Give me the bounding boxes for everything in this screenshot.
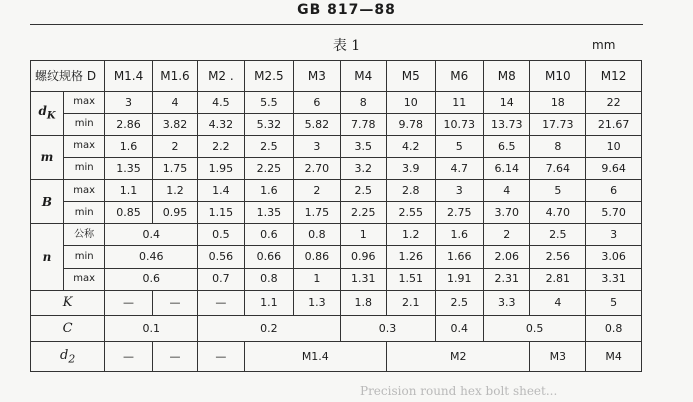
table-cell: 7.64 bbox=[530, 158, 586, 180]
table-row bbox=[31, 114, 642, 136]
table-cell: 1.31 bbox=[340, 268, 386, 290]
table-cell: — bbox=[152, 290, 197, 316]
table-cell: 5 bbox=[435, 136, 484, 158]
table-cell: 9.78 bbox=[387, 114, 436, 136]
table-cell: 4.70 bbox=[530, 202, 586, 224]
size-header: M5 bbox=[387, 61, 436, 92]
table-cell: 0.8 bbox=[294, 224, 340, 246]
unit-label: mm bbox=[592, 38, 616, 52]
table-row bbox=[31, 92, 642, 114]
row-label: 公称 bbox=[64, 224, 105, 246]
table-cell: 1.75 bbox=[152, 158, 197, 180]
table-row bbox=[31, 224, 642, 246]
table-cell: 2.5 bbox=[435, 290, 484, 316]
table-cell: 2.2 bbox=[198, 136, 244, 158]
row-label: max bbox=[64, 180, 105, 202]
table-cell: 1.2 bbox=[152, 180, 197, 202]
table-cell: 2.1 bbox=[387, 290, 436, 316]
dk-subscript: K bbox=[46, 110, 56, 122]
table-cell: 0.4 bbox=[105, 224, 198, 246]
standard-title: GB 817—88 bbox=[297, 2, 396, 18]
table-cell: 0.96 bbox=[340, 246, 386, 268]
row-label: max bbox=[64, 92, 105, 114]
table-cell: 1.6 bbox=[105, 136, 152, 158]
table-cell: M4 bbox=[586, 342, 642, 372]
table-cell: 5.70 bbox=[586, 202, 642, 224]
table-row bbox=[31, 268, 642, 290]
table-cell: 0.4 bbox=[435, 316, 484, 342]
table-cell: — bbox=[105, 342, 152, 372]
table-cell: 1 bbox=[340, 224, 386, 246]
table-cell: 0.6 bbox=[105, 268, 198, 290]
table-cell: — bbox=[105, 290, 152, 316]
table-cell: 5 bbox=[530, 180, 586, 202]
table-cell: 2.70 bbox=[294, 158, 340, 180]
size-header: M12 bbox=[586, 61, 642, 92]
size-header: M1.4 bbox=[105, 61, 152, 92]
table-cell: 3.9 bbox=[387, 158, 436, 180]
table-cell: 1.1 bbox=[105, 180, 152, 202]
table-cell: 3.2 bbox=[340, 158, 386, 180]
table-cell: — bbox=[198, 290, 244, 316]
row-label: min bbox=[64, 114, 105, 136]
row-label: max bbox=[64, 136, 105, 158]
table-cell: 4 bbox=[484, 180, 530, 202]
table-cell: 1.75 bbox=[294, 202, 340, 224]
table-cell: 4 bbox=[152, 92, 197, 114]
table-cell: 9.64 bbox=[586, 158, 642, 180]
table-cell: 1.1 bbox=[244, 290, 294, 316]
table-cell: 0.86 bbox=[294, 246, 340, 268]
table-cell: 10 bbox=[586, 136, 642, 158]
table-cell: 2.75 bbox=[435, 202, 484, 224]
table-cell: 6.5 bbox=[484, 136, 530, 158]
size-header: M6 bbox=[435, 61, 484, 92]
table-cell: M1.4 bbox=[244, 342, 386, 372]
dk-symbol: $d_K$ bbox=[31, 92, 64, 136]
d2-subscript: 2 bbox=[68, 352, 76, 366]
table-cell: 4.5 bbox=[198, 92, 244, 114]
table-caption: 表 1 bbox=[332, 38, 361, 54]
table-cell: — bbox=[152, 342, 197, 372]
table-cell: 2.56 bbox=[530, 246, 586, 268]
table-cell: 0.95 bbox=[152, 202, 197, 224]
table-cell: 4 bbox=[530, 290, 586, 316]
table-cell: 2.25 bbox=[244, 158, 294, 180]
table-cell: 2.5 bbox=[530, 224, 586, 246]
table-cell: 2 bbox=[152, 136, 197, 158]
table-row bbox=[31, 246, 642, 268]
table-cell: 0.85 bbox=[105, 202, 152, 224]
table-cell: 8 bbox=[530, 136, 586, 158]
c-symbol: C bbox=[31, 316, 105, 342]
table-cell: 18 bbox=[530, 92, 586, 114]
b-symbol: B bbox=[31, 180, 64, 224]
table-cell: 1.6 bbox=[244, 180, 294, 202]
table-cell: 5.32 bbox=[244, 114, 294, 136]
table-cell: 1.15 bbox=[198, 202, 244, 224]
table-cell: 1.35 bbox=[105, 158, 152, 180]
table-cell: 1 bbox=[294, 268, 340, 290]
table-row bbox=[31, 290, 642, 316]
table-cell: 1.26 bbox=[387, 246, 436, 268]
row-label: max bbox=[64, 268, 105, 290]
table-cell: 2.5 bbox=[244, 136, 294, 158]
table-cell: 2.86 bbox=[105, 114, 152, 136]
table-cell: 5.82 bbox=[294, 114, 340, 136]
table-cell: 3.31 bbox=[586, 268, 642, 290]
table-cell: 6 bbox=[294, 92, 340, 114]
table-cell: 0.8 bbox=[586, 316, 642, 342]
table-row bbox=[31, 158, 642, 180]
table-row bbox=[31, 342, 642, 372]
table-cell: 0.5 bbox=[484, 316, 586, 342]
spec-table bbox=[30, 60, 642, 372]
table-cell: M2 bbox=[387, 342, 530, 372]
d2-symbol: $d_2$ bbox=[31, 342, 105, 372]
table-row bbox=[31, 202, 642, 224]
table-cell: 8 bbox=[340, 92, 386, 114]
table-row bbox=[31, 316, 642, 342]
table-cell: 5 bbox=[586, 290, 642, 316]
table-cell: 2 bbox=[484, 224, 530, 246]
row-label: min bbox=[64, 202, 105, 224]
size-header: M3 bbox=[294, 61, 340, 92]
size-header: M2 . bbox=[198, 61, 244, 92]
table-cell: — bbox=[198, 342, 244, 372]
table-cell: 3.06 bbox=[586, 246, 642, 268]
table-cell: 0.2 bbox=[198, 316, 340, 342]
table-cell: 3 bbox=[586, 224, 642, 246]
k-symbol: K bbox=[31, 290, 105, 316]
table-cell: 1.2 bbox=[387, 224, 436, 246]
table-cell: 0.6 bbox=[244, 224, 294, 246]
table-cell: 0.1 bbox=[105, 316, 198, 342]
table-row bbox=[31, 136, 642, 158]
bottom-faint-text: Precision round hex bolt sheet... bbox=[360, 384, 558, 398]
table-cell: 1.4 bbox=[198, 180, 244, 202]
table-cell: 3 bbox=[105, 92, 152, 114]
size-header: M4 bbox=[340, 61, 386, 92]
table-cell: 3.3 bbox=[484, 290, 530, 316]
table-cell: 0.5 bbox=[198, 224, 244, 246]
size-header: M8 bbox=[484, 61, 530, 92]
table-cell: 2.55 bbox=[387, 202, 436, 224]
top-rule bbox=[30, 24, 643, 25]
table-cell: 2.8 bbox=[387, 180, 436, 202]
thread-size-header: 螺纹规格 D bbox=[31, 61, 105, 92]
table-cell: 22 bbox=[586, 92, 642, 114]
table-cell: 4.32 bbox=[198, 114, 244, 136]
table-cell: 2.5 bbox=[340, 180, 386, 202]
table-cell: 0.7 bbox=[198, 268, 244, 290]
table-cell: 0.3 bbox=[340, 316, 435, 342]
table-cell: 1.91 bbox=[435, 268, 484, 290]
table-cell: 5.5 bbox=[244, 92, 294, 114]
table-cell: 13.73 bbox=[484, 114, 530, 136]
table-cell: 1.51 bbox=[387, 268, 436, 290]
table-cell: 1.6 bbox=[435, 224, 484, 246]
row-label: min bbox=[64, 246, 105, 268]
table-row bbox=[31, 180, 642, 202]
row-label: min bbox=[64, 158, 105, 180]
table-cell: 2 bbox=[294, 180, 340, 202]
table-cell: 1.35 bbox=[244, 202, 294, 224]
table-cell: 4.2 bbox=[387, 136, 436, 158]
table-cell: 1.3 bbox=[294, 290, 340, 316]
table-cell: 10.73 bbox=[435, 114, 484, 136]
table-cell: 1.8 bbox=[340, 290, 386, 316]
table-cell: 2.81 bbox=[530, 268, 586, 290]
table-cell: 14 bbox=[484, 92, 530, 114]
table-cell: 6.14 bbox=[484, 158, 530, 180]
table-cell: 2.31 bbox=[484, 268, 530, 290]
table-cell: 0.8 bbox=[244, 268, 294, 290]
table-cell: 1.95 bbox=[198, 158, 244, 180]
table-cell: 11 bbox=[435, 92, 484, 114]
table-cell: 2.25 bbox=[340, 202, 386, 224]
table-cell: 21.67 bbox=[586, 114, 642, 136]
table-cell: 0.46 bbox=[105, 246, 198, 268]
header-row bbox=[31, 61, 642, 92]
size-header: M1.6 bbox=[152, 61, 197, 92]
table-cell: 10 bbox=[387, 92, 436, 114]
table-cell: 3.5 bbox=[340, 136, 386, 158]
n-symbol: n bbox=[31, 224, 64, 290]
table-cell: 0.66 bbox=[244, 246, 294, 268]
table-cell: 3.70 bbox=[484, 202, 530, 224]
table-cell: 17.73 bbox=[530, 114, 586, 136]
table-cell: 4.7 bbox=[435, 158, 484, 180]
table-cell: 3 bbox=[435, 180, 484, 202]
table-cell: 0.56 bbox=[198, 246, 244, 268]
table-cell: 3.82 bbox=[152, 114, 197, 136]
m-symbol: m bbox=[31, 136, 64, 180]
size-header: M10 bbox=[530, 61, 586, 92]
size-header: M2.5 bbox=[244, 61, 294, 92]
table-cell: 2.06 bbox=[484, 246, 530, 268]
table-cell: 6 bbox=[586, 180, 642, 202]
table-cell: M3 bbox=[530, 342, 586, 372]
table-cell: 7.78 bbox=[340, 114, 386, 136]
table-cell: 3 bbox=[294, 136, 340, 158]
table-cell: 1.66 bbox=[435, 246, 484, 268]
